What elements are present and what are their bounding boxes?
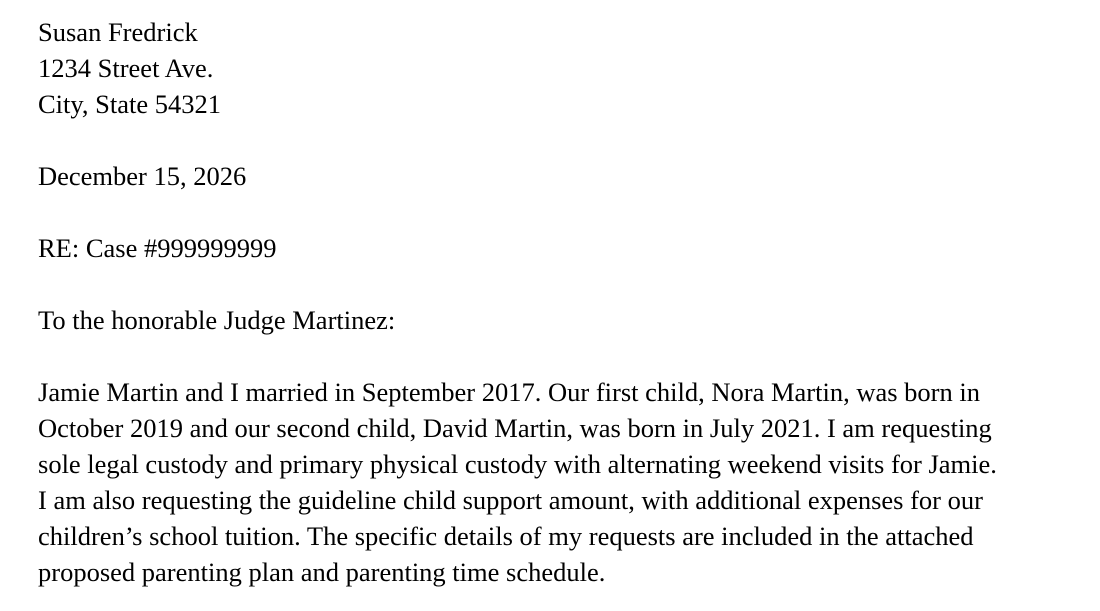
body-paragraph bbox=[38, 374, 1078, 590]
spacer bbox=[38, 338, 1078, 374]
letter-document bbox=[38, 14, 1078, 590]
body-line: proposed parenting plan and parenting time schedule. bbox=[38, 557, 606, 587]
sender-street: 1234 Street Ave. bbox=[38, 53, 214, 83]
subject-line: RE: Case #999999999 bbox=[38, 233, 277, 263]
letter-date: December 15, 2026 bbox=[38, 161, 247, 191]
body-line: children’s school tuition. The specific details of my requests are included in the attached bbox=[38, 521, 974, 551]
body-line: I am also requesting the guideline child support amount, with additional expenses for our bbox=[38, 485, 983, 515]
body-line: October 2019 and our second child, David Martin, was born in July 2021. I am requesting bbox=[38, 413, 992, 443]
spacer bbox=[38, 194, 1078, 230]
body-line: Jamie Martin and I married in September 2017. Our first child, Nora Martin, was born in bbox=[38, 377, 980, 407]
sender-address-block bbox=[38, 14, 1078, 122]
sender-city-state-zip: City, State 54321 bbox=[38, 89, 222, 119]
spacer bbox=[38, 266, 1078, 302]
sender-name: Susan Fredrick bbox=[38, 17, 198, 47]
body-line: sole legal custody and primary physical custody with alternating weekend visits for Jamie. bbox=[38, 449, 997, 479]
salutation: To the honorable Judge Martinez: bbox=[38, 305, 396, 335]
spacer bbox=[38, 122, 1078, 158]
